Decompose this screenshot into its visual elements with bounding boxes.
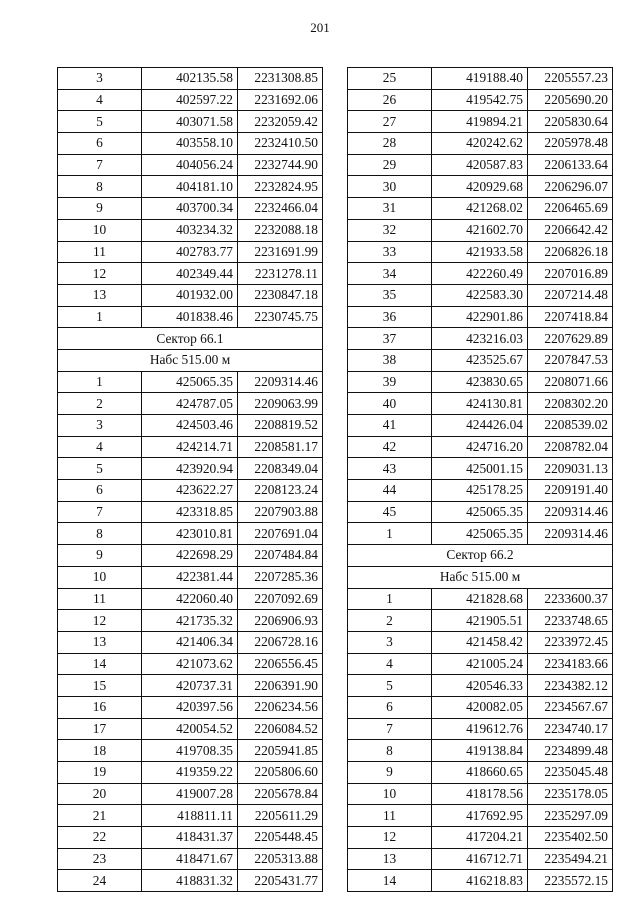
table-row [58, 371, 323, 393]
y-coordinate-cell: 2232410.50 [238, 133, 323, 155]
point-number-cell: 3 [58, 415, 142, 437]
sector-header: Сектор 66.2 [348, 545, 613, 567]
table-row [58, 393, 323, 415]
x-coordinate-cell: 422060.40 [142, 588, 238, 610]
y-coordinate-cell: 2208302.20 [528, 393, 613, 415]
table-row [348, 241, 613, 263]
table-row [348, 631, 613, 653]
table-row [348, 523, 613, 545]
table-row [58, 675, 323, 697]
table-row [58, 306, 323, 328]
x-coordinate-cell: 420546.33 [432, 675, 528, 697]
y-coordinate-cell: 2207418.84 [528, 306, 613, 328]
table-row [58, 241, 323, 263]
x-coordinate-cell: 423318.85 [142, 501, 238, 523]
table-row [348, 675, 613, 697]
point-number-cell: 10 [58, 219, 142, 241]
point-number-cell: 31 [348, 198, 432, 220]
table-row [58, 783, 323, 805]
table-row [58, 480, 323, 502]
y-coordinate-cell: 2208819.52 [238, 415, 323, 437]
y-coordinate-cell: 2206133.64 [528, 154, 613, 176]
table-row [58, 219, 323, 241]
x-coordinate-cell: 420929.68 [432, 176, 528, 198]
x-coordinate-cell: 421268.02 [432, 198, 528, 220]
x-coordinate-cell: 403234.32 [142, 219, 238, 241]
table-row [58, 263, 323, 285]
y-coordinate-cell: 2231691.99 [238, 241, 323, 263]
y-coordinate-cell: 2206465.69 [528, 198, 613, 220]
point-number-cell: 16 [58, 696, 142, 718]
point-number-cell: 1 [348, 523, 432, 545]
x-coordinate-cell: 421933.58 [432, 241, 528, 263]
point-number-cell: 27 [348, 111, 432, 133]
table-row [348, 827, 613, 849]
point-number-cell: 12 [348, 827, 432, 849]
point-number-cell: 8 [58, 523, 142, 545]
y-coordinate-cell: 2207285.36 [238, 566, 323, 588]
y-coordinate-cell: 2231308.85 [238, 68, 323, 90]
table-row [348, 154, 613, 176]
y-coordinate-cell: 2208349.04 [238, 458, 323, 480]
point-number-cell: 19 [58, 762, 142, 784]
sector-header-row [58, 349, 323, 371]
y-coordinate-cell: 2205690.20 [528, 89, 613, 111]
sector-header: Набс 515.00 м [348, 566, 613, 588]
x-coordinate-cell: 423216.03 [432, 328, 528, 350]
y-coordinate-cell: 2206084.52 [238, 718, 323, 740]
x-coordinate-cell: 402349.44 [142, 263, 238, 285]
y-coordinate-cell: 2234567.67 [528, 696, 613, 718]
x-coordinate-cell: 419612.76 [432, 718, 528, 740]
y-coordinate-cell: 2206728.16 [238, 631, 323, 653]
table-row [348, 870, 613, 892]
table-row [58, 545, 323, 567]
y-coordinate-cell: 2209191.40 [528, 480, 613, 502]
y-coordinate-cell: 2207092.69 [238, 588, 323, 610]
table-row [348, 284, 613, 306]
point-number-cell: 10 [58, 566, 142, 588]
y-coordinate-cell: 2235297.09 [528, 805, 613, 827]
y-coordinate-cell: 2235178.05 [528, 783, 613, 805]
point-number-cell: 11 [348, 805, 432, 827]
sector-header-row [58, 328, 323, 350]
sector-header-row [348, 566, 613, 588]
table-row [58, 805, 323, 827]
x-coordinate-cell: 420737.31 [142, 675, 238, 697]
table-row [348, 501, 613, 523]
x-coordinate-cell: 424716.20 [432, 436, 528, 458]
x-coordinate-cell: 421602.70 [432, 219, 528, 241]
table-row [348, 328, 613, 350]
x-coordinate-cell: 422583.30 [432, 284, 528, 306]
y-coordinate-cell: 2206556.45 [238, 653, 323, 675]
y-coordinate-cell: 2235045.48 [528, 762, 613, 784]
point-number-cell: 41 [348, 415, 432, 437]
x-coordinate-cell: 423830.65 [432, 371, 528, 393]
table-row [58, 198, 323, 220]
table-row [58, 501, 323, 523]
sector-header: Сектор 66.1 [58, 328, 323, 350]
x-coordinate-cell: 419007.28 [142, 783, 238, 805]
y-coordinate-cell: 2209031.13 [528, 458, 613, 480]
table-row [58, 415, 323, 437]
x-coordinate-cell: 423622.27 [142, 480, 238, 502]
y-coordinate-cell: 2208071.66 [528, 371, 613, 393]
y-coordinate-cell: 2209314.46 [528, 523, 613, 545]
table-row [348, 111, 613, 133]
table-row [348, 68, 613, 90]
page-number: 201 [310, 20, 330, 35]
point-number-cell: 12 [58, 610, 142, 632]
y-coordinate-cell: 2205557.23 [528, 68, 613, 90]
point-number-cell: 33 [348, 241, 432, 263]
point-number-cell: 36 [348, 306, 432, 328]
point-number-cell: 6 [58, 480, 142, 502]
x-coordinate-cell: 403700.34 [142, 198, 238, 220]
point-number-cell: 34 [348, 263, 432, 285]
x-coordinate-cell: 420242.62 [432, 133, 528, 155]
sector-header: Набс 515.00 м [58, 349, 323, 371]
table-row [348, 848, 613, 870]
x-coordinate-cell: 416712.71 [432, 848, 528, 870]
point-number-cell: 2 [348, 610, 432, 632]
point-number-cell: 5 [348, 675, 432, 697]
table-row [58, 762, 323, 784]
table-row [58, 718, 323, 740]
point-number-cell: 5 [58, 458, 142, 480]
y-coordinate-cell: 2232466.04 [238, 198, 323, 220]
point-number-cell: 5 [58, 111, 142, 133]
point-number-cell: 22 [58, 827, 142, 849]
x-coordinate-cell: 421735.32 [142, 610, 238, 632]
x-coordinate-cell: 402783.77 [142, 241, 238, 263]
point-number-cell: 7 [348, 718, 432, 740]
point-number-cell: 4 [58, 436, 142, 458]
x-coordinate-cell: 419359.22 [142, 762, 238, 784]
x-coordinate-cell: 423525.67 [432, 349, 528, 371]
table-row [58, 827, 323, 849]
x-coordinate-cell: 421005.24 [432, 653, 528, 675]
point-number-cell: 8 [348, 740, 432, 762]
x-coordinate-cell: 417204.21 [432, 827, 528, 849]
x-coordinate-cell: 424130.81 [432, 393, 528, 415]
y-coordinate-cell: 2234183.66 [528, 653, 613, 675]
x-coordinate-cell: 404181.10 [142, 176, 238, 198]
x-coordinate-cell: 422381.44 [142, 566, 238, 588]
table-row [58, 588, 323, 610]
x-coordinate-cell: 420082.05 [432, 696, 528, 718]
table-row [348, 783, 613, 805]
point-number-cell: 4 [348, 653, 432, 675]
x-coordinate-cell: 418831.32 [142, 870, 238, 892]
point-number-cell: 1 [58, 371, 142, 393]
y-coordinate-cell: 2235402.50 [528, 827, 613, 849]
y-coordinate-cell: 2206906.93 [238, 610, 323, 632]
point-number-cell: 23 [58, 848, 142, 870]
table-row [348, 653, 613, 675]
x-coordinate-cell: 401838.46 [142, 306, 238, 328]
point-number-cell: 17 [58, 718, 142, 740]
point-number-cell: 6 [58, 133, 142, 155]
point-number-cell: 10 [348, 783, 432, 805]
x-coordinate-cell: 419894.21 [432, 111, 528, 133]
x-coordinate-cell: 425065.35 [432, 501, 528, 523]
coordinates-table-left [57, 67, 323, 892]
table-row [58, 284, 323, 306]
table-row [58, 89, 323, 111]
point-number-cell: 15 [58, 675, 142, 697]
point-number-cell: 13 [58, 631, 142, 653]
y-coordinate-cell: 2207484.84 [238, 545, 323, 567]
table-row [58, 436, 323, 458]
point-number-cell: 2 [58, 393, 142, 415]
point-number-cell: 21 [58, 805, 142, 827]
point-number-cell: 43 [348, 458, 432, 480]
point-number-cell: 39 [348, 371, 432, 393]
point-number-cell: 7 [58, 154, 142, 176]
point-number-cell: 45 [348, 501, 432, 523]
x-coordinate-cell: 422260.49 [432, 263, 528, 285]
y-coordinate-cell: 2209063.99 [238, 393, 323, 415]
point-number-cell: 14 [58, 653, 142, 675]
x-coordinate-cell: 401932.00 [142, 284, 238, 306]
x-coordinate-cell: 419138.84 [432, 740, 528, 762]
point-number-cell: 3 [348, 631, 432, 653]
y-coordinate-cell: 2209314.46 [238, 371, 323, 393]
x-coordinate-cell: 423920.94 [142, 458, 238, 480]
x-coordinate-cell: 403558.10 [142, 133, 238, 155]
y-coordinate-cell: 2207691.04 [238, 523, 323, 545]
y-coordinate-cell: 2208782.04 [528, 436, 613, 458]
y-coordinate-cell: 2233972.45 [528, 631, 613, 653]
table-row [348, 458, 613, 480]
point-number-cell: 26 [348, 89, 432, 111]
y-coordinate-cell: 2231278.11 [238, 263, 323, 285]
x-coordinate-cell: 403071.58 [142, 111, 238, 133]
point-number-cell: 9 [348, 762, 432, 784]
point-number-cell: 8 [58, 176, 142, 198]
point-number-cell: 9 [58, 545, 142, 567]
y-coordinate-cell: 2235494.21 [528, 848, 613, 870]
point-number-cell: 4 [58, 89, 142, 111]
x-coordinate-cell: 422901.86 [432, 306, 528, 328]
y-coordinate-cell: 2232744.90 [238, 154, 323, 176]
table-row [348, 805, 613, 827]
point-number-cell: 1 [58, 306, 142, 328]
table-row [348, 762, 613, 784]
y-coordinate-cell: 2207629.89 [528, 328, 613, 350]
x-coordinate-cell: 425065.35 [142, 371, 238, 393]
table-row [58, 696, 323, 718]
sector-header-row [348, 545, 613, 567]
table-row [58, 68, 323, 90]
y-coordinate-cell: 2205806.60 [238, 762, 323, 784]
coordinates-table-right [347, 67, 613, 892]
y-coordinate-cell: 2233748.65 [528, 610, 613, 632]
point-number-cell: 32 [348, 219, 432, 241]
x-coordinate-cell: 420054.52 [142, 718, 238, 740]
y-coordinate-cell: 2234899.48 [528, 740, 613, 762]
table-row [58, 458, 323, 480]
table-row [58, 610, 323, 632]
table-row [348, 176, 613, 198]
point-number-cell: 30 [348, 176, 432, 198]
x-coordinate-cell: 423010.81 [142, 523, 238, 545]
table-row [348, 610, 613, 632]
table-row [58, 848, 323, 870]
y-coordinate-cell: 2232824.95 [238, 176, 323, 198]
y-coordinate-cell: 2230745.75 [238, 306, 323, 328]
table-row [58, 133, 323, 155]
point-number-cell: 18 [58, 740, 142, 762]
x-coordinate-cell: 421406.34 [142, 631, 238, 653]
y-coordinate-cell: 2231692.06 [238, 89, 323, 111]
table-row [348, 588, 613, 610]
x-coordinate-cell: 419542.75 [432, 89, 528, 111]
point-number-cell: 28 [348, 133, 432, 155]
point-number-cell: 11 [58, 588, 142, 610]
point-number-cell: 44 [348, 480, 432, 502]
y-coordinate-cell: 2233600.37 [528, 588, 613, 610]
y-coordinate-cell: 2207903.88 [238, 501, 323, 523]
point-number-cell: 14 [348, 870, 432, 892]
x-coordinate-cell: 417692.95 [432, 805, 528, 827]
y-coordinate-cell: 2205448.45 [238, 827, 323, 849]
table-row [58, 870, 323, 892]
table-row [348, 263, 613, 285]
x-coordinate-cell: 421073.62 [142, 653, 238, 675]
table-row [348, 480, 613, 502]
point-number-cell: 7 [58, 501, 142, 523]
x-coordinate-cell: 418660.65 [432, 762, 528, 784]
y-coordinate-cell: 2205313.88 [238, 848, 323, 870]
y-coordinate-cell: 2207016.89 [528, 263, 613, 285]
point-number-cell: 9 [58, 198, 142, 220]
y-coordinate-cell: 2234382.12 [528, 675, 613, 697]
y-coordinate-cell: 2205978.48 [528, 133, 613, 155]
x-coordinate-cell: 418178.56 [432, 783, 528, 805]
table-row [58, 653, 323, 675]
table-row [348, 89, 613, 111]
table-row [58, 740, 323, 762]
x-coordinate-cell: 402135.58 [142, 68, 238, 90]
point-number-cell: 24 [58, 870, 142, 892]
x-coordinate-cell: 418811.11 [142, 805, 238, 827]
table-row [58, 523, 323, 545]
table-row [58, 111, 323, 133]
point-number-cell: 12 [58, 263, 142, 285]
y-coordinate-cell: 2205941.85 [238, 740, 323, 762]
x-coordinate-cell: 421828.68 [432, 588, 528, 610]
table-row [348, 198, 613, 220]
table-row [348, 306, 613, 328]
x-coordinate-cell: 416218.83 [432, 870, 528, 892]
y-coordinate-cell: 2232088.18 [238, 219, 323, 241]
table-row [348, 436, 613, 458]
table-row [348, 349, 613, 371]
point-number-cell: 35 [348, 284, 432, 306]
table-row [348, 393, 613, 415]
point-number-cell: 11 [58, 241, 142, 263]
x-coordinate-cell: 425178.25 [432, 480, 528, 502]
y-coordinate-cell: 2207847.53 [528, 349, 613, 371]
x-coordinate-cell: 422698.29 [142, 545, 238, 567]
y-coordinate-cell: 2206826.18 [528, 241, 613, 263]
x-coordinate-cell: 424503.46 [142, 415, 238, 437]
table-row [348, 371, 613, 393]
y-coordinate-cell: 2205431.77 [238, 870, 323, 892]
x-coordinate-cell: 425001.15 [432, 458, 528, 480]
table-row [348, 740, 613, 762]
y-coordinate-cell: 2206391.90 [238, 675, 323, 697]
y-coordinate-cell: 2208123.24 [238, 480, 323, 502]
y-coordinate-cell: 2205611.29 [238, 805, 323, 827]
y-coordinate-cell: 2206296.07 [528, 176, 613, 198]
x-coordinate-cell: 421458.42 [432, 631, 528, 653]
y-coordinate-cell: 2208539.02 [528, 415, 613, 437]
x-coordinate-cell: 424214.71 [142, 436, 238, 458]
x-coordinate-cell: 421905.51 [432, 610, 528, 632]
table-row [58, 176, 323, 198]
table-row [348, 696, 613, 718]
table-row [348, 415, 613, 437]
table-row [58, 154, 323, 176]
x-coordinate-cell: 402597.22 [142, 89, 238, 111]
x-coordinate-cell: 425065.35 [432, 523, 528, 545]
y-coordinate-cell: 2209314.46 [528, 501, 613, 523]
y-coordinate-cell: 2208581.17 [238, 436, 323, 458]
table-row [348, 133, 613, 155]
point-number-cell: 3 [58, 68, 142, 90]
y-coordinate-cell: 2235572.15 [528, 870, 613, 892]
x-coordinate-cell: 419188.40 [432, 68, 528, 90]
y-coordinate-cell: 2230847.18 [238, 284, 323, 306]
x-coordinate-cell: 419708.35 [142, 740, 238, 762]
point-number-cell: 13 [58, 284, 142, 306]
y-coordinate-cell: 2234740.17 [528, 718, 613, 740]
x-coordinate-cell: 418431.37 [142, 827, 238, 849]
point-number-cell: 42 [348, 436, 432, 458]
table-row [58, 566, 323, 588]
y-coordinate-cell: 2232059.42 [238, 111, 323, 133]
point-number-cell: 1 [348, 588, 432, 610]
x-coordinate-cell: 424426.04 [432, 415, 528, 437]
y-coordinate-cell: 2205678.84 [238, 783, 323, 805]
x-coordinate-cell: 420587.83 [432, 154, 528, 176]
point-number-cell: 38 [348, 349, 432, 371]
point-number-cell: 37 [348, 328, 432, 350]
y-coordinate-cell: 2207214.48 [528, 284, 613, 306]
x-coordinate-cell: 420397.56 [142, 696, 238, 718]
point-number-cell: 25 [348, 68, 432, 90]
point-number-cell: 40 [348, 393, 432, 415]
point-number-cell: 20 [58, 783, 142, 805]
table-row [348, 219, 613, 241]
table-row [348, 718, 613, 740]
y-coordinate-cell: 2206234.56 [238, 696, 323, 718]
point-number-cell: 13 [348, 848, 432, 870]
y-coordinate-cell: 2205830.64 [528, 111, 613, 133]
x-coordinate-cell: 418471.67 [142, 848, 238, 870]
table-row [58, 631, 323, 653]
y-coordinate-cell: 2206642.42 [528, 219, 613, 241]
point-number-cell: 29 [348, 154, 432, 176]
x-coordinate-cell: 404056.24 [142, 154, 238, 176]
x-coordinate-cell: 424787.05 [142, 393, 238, 415]
point-number-cell: 6 [348, 696, 432, 718]
